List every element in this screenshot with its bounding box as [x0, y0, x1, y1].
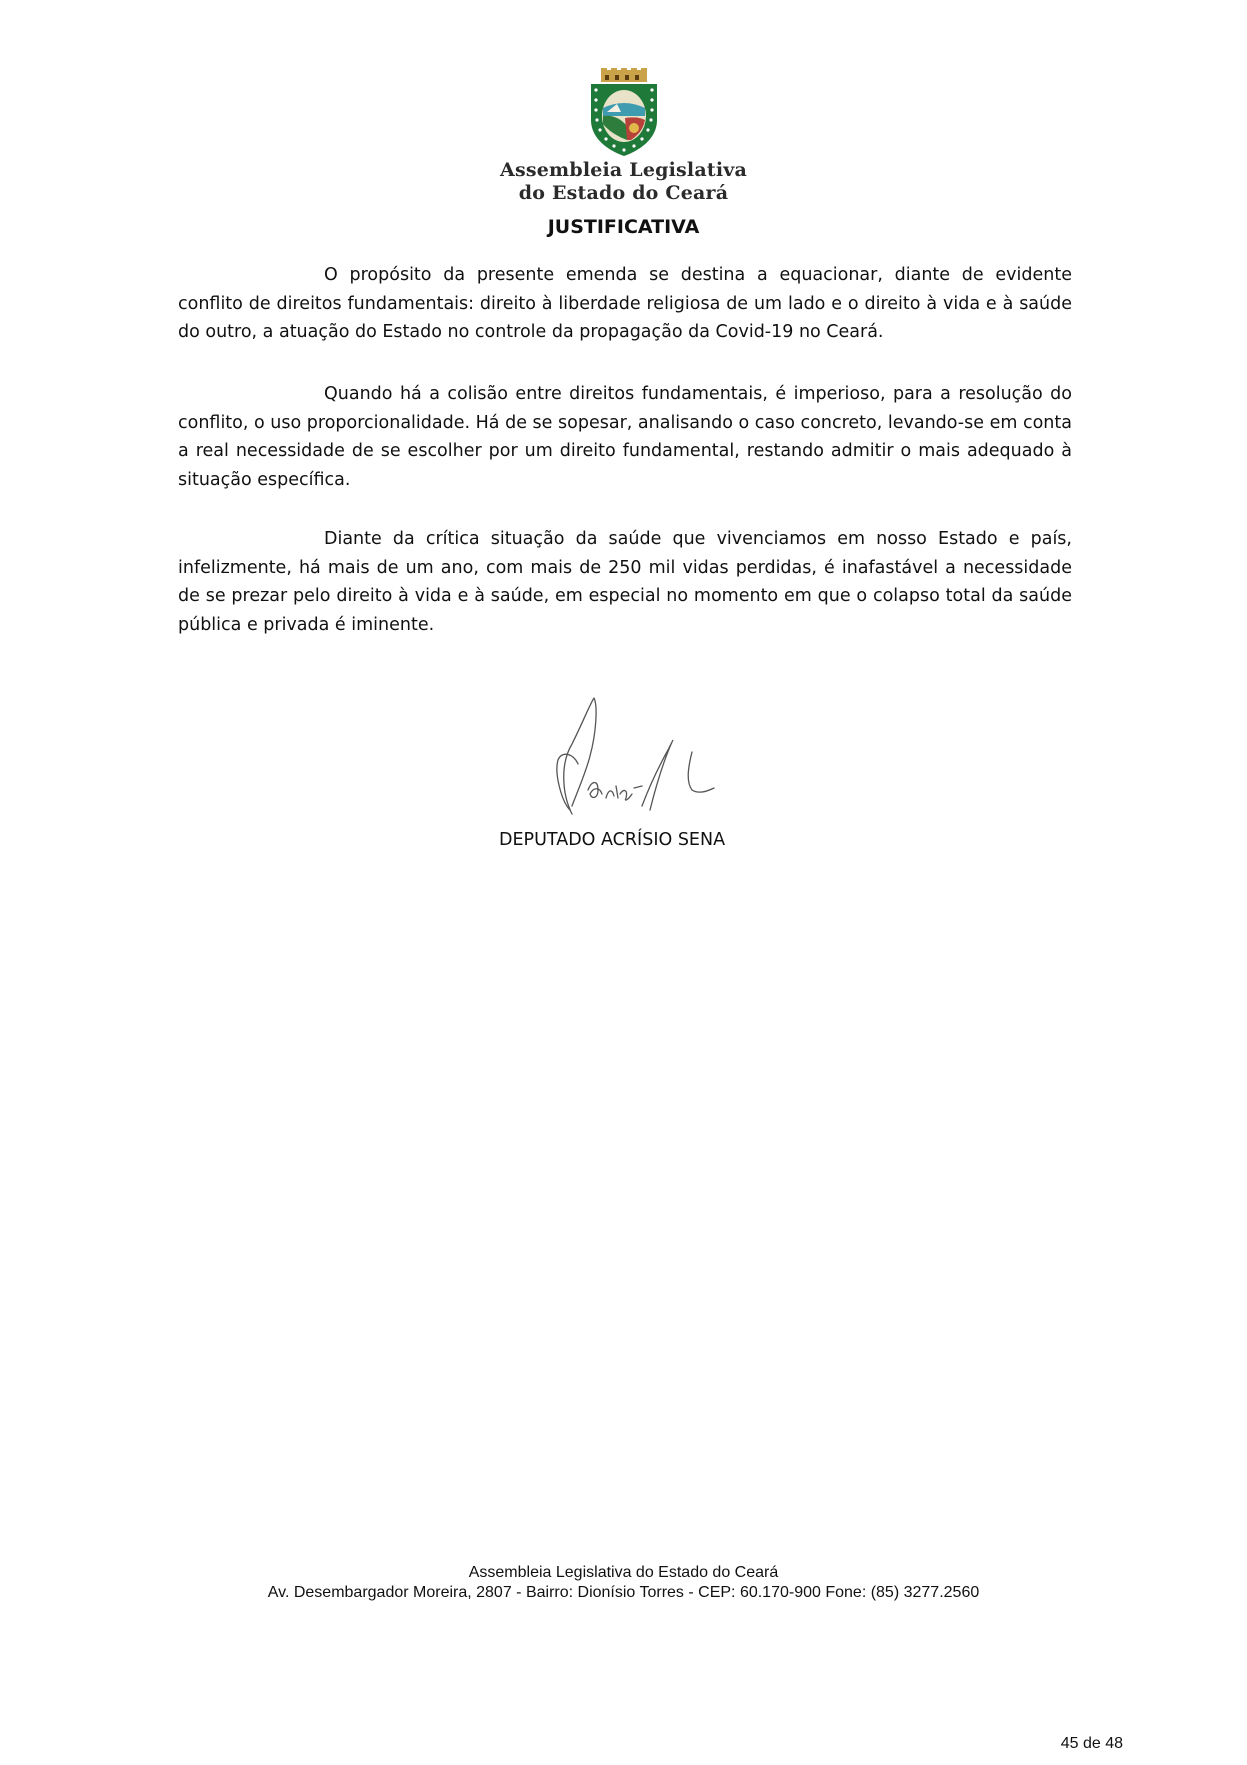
page-number: 45 de 48	[1060, 1735, 1123, 1752]
signer-name: DEPUTADO ACRÍSIO SENA	[499, 830, 726, 850]
page-header	[0, 68, 1247, 156]
paragraph-3-text: Diante da crítica situação da saúde que vivenciamos em nosso Estado e país, infelizmente, há mais de um ano, com mais de 250 mil vidas perdidas, é inafastável a necessidade de se prezar pelo direito à vida e à saúde, em especial no momento em que o colapso total da saúde pública e privada é iminente.	[178, 529, 1072, 635]
institution-title-line2: do Estado do Ceará	[518, 182, 729, 204]
state-coat-of-arms-icon	[587, 68, 661, 156]
section-heading: JUSTIFICATIVA	[547, 216, 700, 238]
paragraph-2-text: Quando há a colisão entre direitos fundamentais, é imperioso, para a resolução do conflito, o uso proporcionalidade. Há de se sopesar, analisando o caso concreto, levando-se em conta a real necessidade de se escolher por um direito fundamental, restando admitir o mais adequado à situação específica.	[178, 384, 1072, 490]
paragraph-1-text: O propósito da presente emenda se destina a equacionar, diante de evidente conflito de direitos fundamentais: direito à liberdade religiosa de um lado e o direito à vida e à saúde do outro, a atuação do Estado no controle da propagação da Covid-19 no Ceará.	[178, 265, 1072, 342]
institution-title-line1: Assembleia Legislativa	[500, 159, 747, 181]
footer-address: Av. Desembargador Moreira, 2807 - Bairro: Dionísio Torres - CEP: 60.170-900 Fone: (85) 3277.2560	[267, 1584, 980, 1601]
paragraph-3	[178, 525, 1072, 639]
paragraph-1	[178, 261, 1072, 347]
handwritten-signature-icon	[532, 694, 722, 824]
footer-institution-name: Assembleia Legislativa do Estado do Ceará	[468, 1564, 779, 1581]
paragraph-2	[178, 380, 1072, 494]
